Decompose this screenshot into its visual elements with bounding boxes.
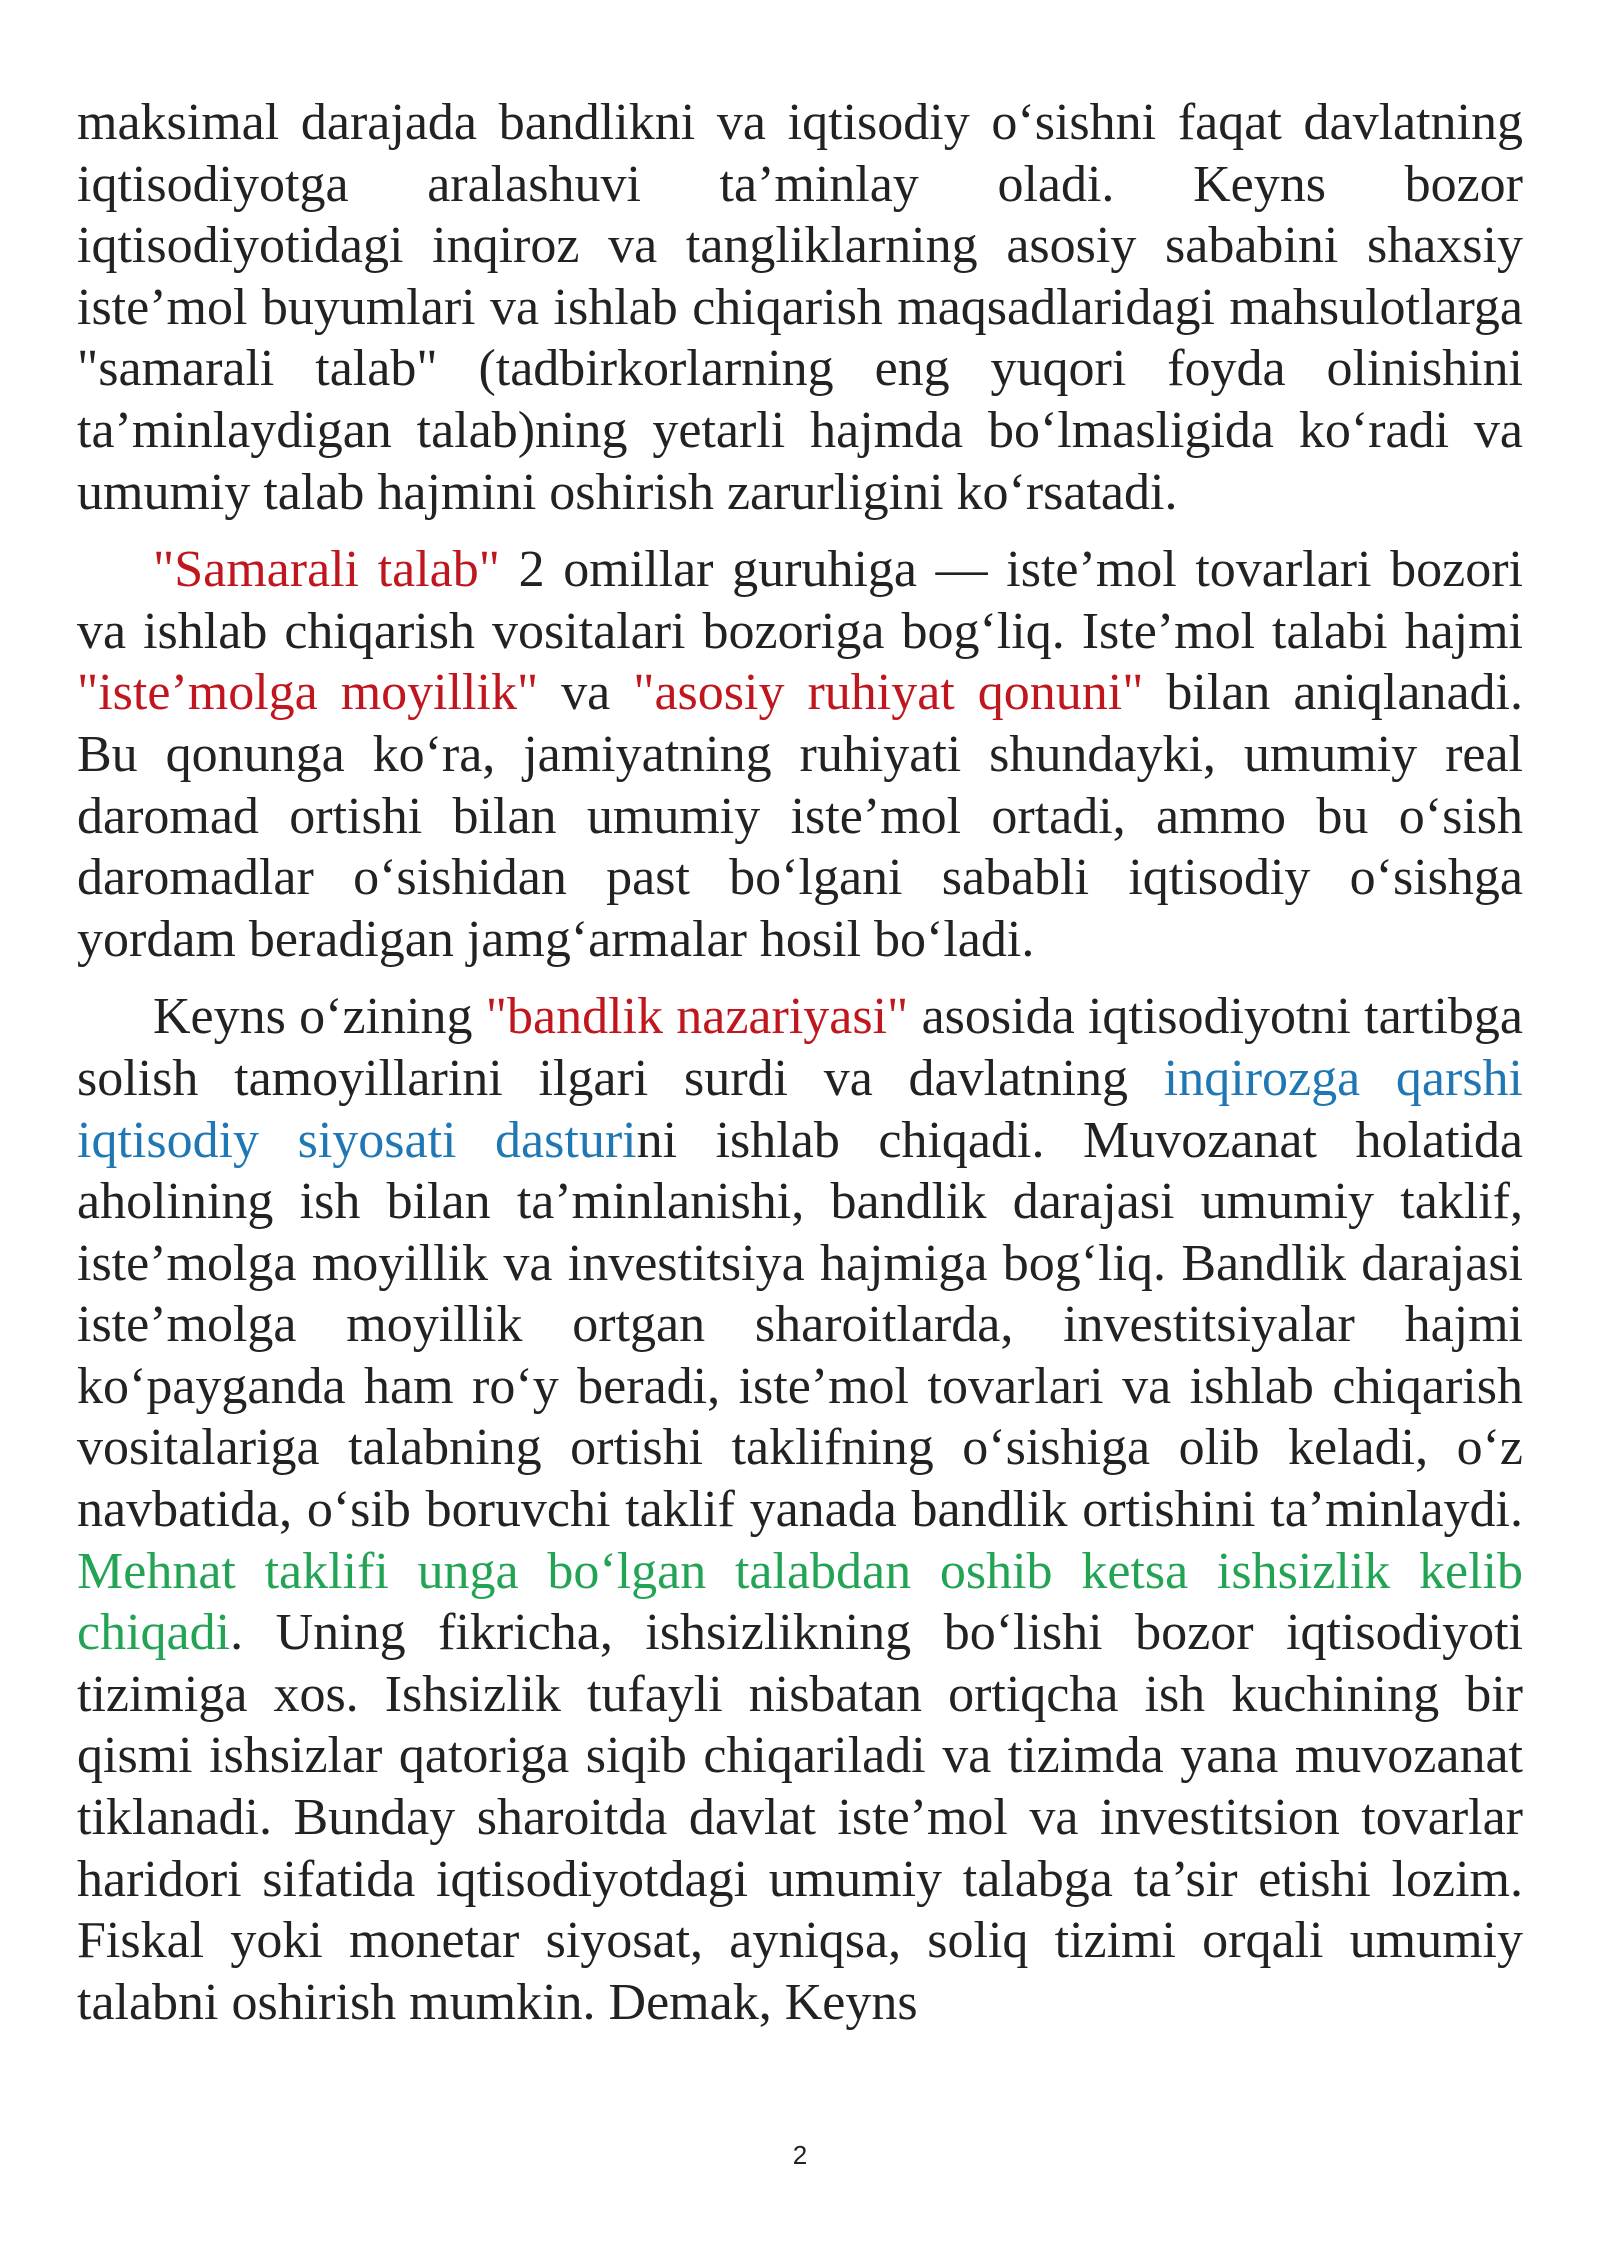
text-segment: maksimal darajada bandlikni va iqtisodiy o‘sishni faqat davlatning iqtisodiyotga aralashuvi ta’minlay oladi. Keyns bozor iqtisodiyotidagi inqiroz va tangliklarning asosiy sababini shaxsiy iste’mol buyumlari va ishlab chiqarish maqsadlaridagi mahsulotlarga "samarali talab" (tadbirkorlarning eng yuqori foyda olinishini ta’minlaydigan talab)ning yetarli hajmda bo‘lmasligida ko‘radi va umumiy talab hajmini oshirish zarurligini ko‘rsatadi. bbox=[77, 94, 1523, 521]
body-text bbox=[77, 92, 1523, 2049]
highlight-term-samarali-talab: "Samarali talab" bbox=[153, 541, 500, 599]
highlight-term-istemolga-moyillik: "iste’molga moyillik" bbox=[77, 664, 539, 722]
text-segment: asosida iqtisodiyotni tartibga solish tamoyillarini ilgari surdi va davlatning bbox=[77, 988, 1523, 1107]
text-segment: . Uning fikricha, ishsizlikning bo‘lishi bozor iqtisodiyoti tizimiga xos. Ishsizlik tufayli nisbatan ortiqcha ish kuchining bir qismi ishsizlar qatoriga siqib chiqariladi va tizimda yana muvozanat tiklanadi. Bunday sharoitda davlat iste’mol va investitsion tovarlar haridori sifatida iqtisodiyotdagi umumiy talabga ta’sir etishi lozim. Fiskal yoki monetar siyosat, ayniqsa, soliq tizimi orqali umumiy talabni oshirish mumkin. Demak, Keyns bbox=[77, 1604, 1523, 2031]
text-segment: bilan aniqlanadi. Bu qonunga ko‘ra, jamiyatning ruhiyati shundayki, umumiy real daromad ortishi bilan umumiy iste’mol ortadi, ammo bu o‘sish daromadlar o‘sishidan past bo‘lgani sababli iqtisodiy o‘sishga yordam beradigan jamg‘armalar hosil bo‘ladi. bbox=[77, 664, 1523, 968]
highlight-term-inqirozga-qarshi-dastur: inqirozga qarshi iqtisodiy siyosati dasturi bbox=[77, 1049, 1523, 1169]
text-segment: Keyns o‘zining bbox=[153, 988, 486, 1046]
highlight-term-bandlik-nazariyasi: "bandlik nazariyasi" bbox=[485, 988, 909, 1046]
paragraph-2 bbox=[77, 539, 1523, 970]
text-segment: va bbox=[538, 664, 634, 722]
highlight-statement-ishsizlik: Mehnat taklifi unga bo‘lgan talabdan oshib ketsa ishsizlik kelib chiqadi bbox=[77, 1542, 1523, 1662]
paragraph-3 bbox=[77, 986, 1523, 2033]
highlight-term-asosiy-ruhiyat-qonuni: "asosiy ruhiyat qonuni" bbox=[633, 664, 1144, 722]
page-number: 2 bbox=[792, 2140, 808, 2170]
text-segment: 2 omillar guruhiga — iste’mol tovarlari bozori va ishlab chiqarish vositalari bozoriga bog‘liq. Iste’mol talabi hajmi bbox=[77, 541, 1523, 660]
text-segment: ni ishlab chiqadi. Muvozanat holatida aholining ish bilan ta’minlanishi, bandlik darajasi umumiy taklif, iste’molga moyillik va investitsiya hajmiga bog‘liq. Bandlik darajasi iste’molga moyillik ortgan sharoitlarda, investitsiyalar hajmi ko‘payganda ham ro‘y beradi, iste’mol tovarlari va ishlab chiqarish vositalariga talabning ortishi taklifning o‘sishiga olib keladi, o‘z navbatida, o‘sib boruvchi taklif yanada bandlik ortishini ta’minlaydi. bbox=[77, 1111, 1524, 1539]
paragraph-1 bbox=[77, 92, 1523, 523]
